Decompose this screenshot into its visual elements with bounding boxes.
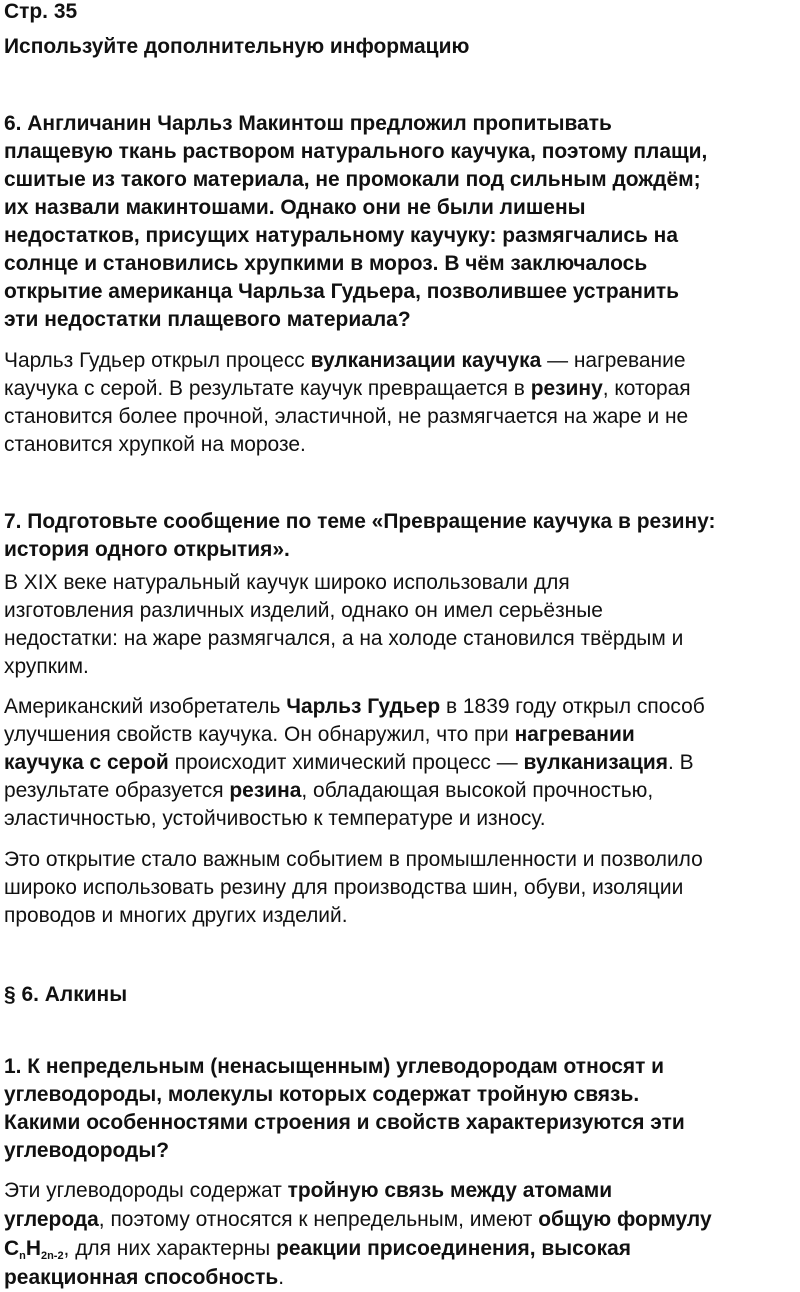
text-line	[4, 306, 798, 334]
text-run: открытие американца Чарльза Гудьера, позволившее устранить	[4, 280, 679, 303]
question-1	[4, 1053, 800, 1165]
bold-text: резину	[530, 377, 603, 400]
text-run: каучука с серой. В результате каучук превращается в	[4, 377, 531, 400]
text-line	[4, 1234, 798, 1263]
text-run: история одного открытия».	[4, 538, 290, 561]
text-run: изготовления различных изделий, однако он имел серьёзные	[4, 599, 603, 622]
text-run: § 6. Алкины	[4, 983, 128, 1006]
text-run: становится более прочной, эластичной, не размягчается на жаре и не	[4, 405, 689, 428]
text-run: углеводороды, молекулы которых содержат тройную связь.	[4, 1083, 640, 1106]
text-run: 6. Англичанин Чарльз Макинтош предложил пропитывать	[4, 112, 612, 135]
bold-text: нагревании	[514, 723, 635, 746]
text-run: солнце и становились хрупкими в мороз. В чём заключалось	[4, 252, 648, 275]
text-run: их назвали макинтошами. Однако они не были лишены	[4, 196, 586, 219]
text-run: , поэтому относятся к непредельным, имеют	[98, 1208, 539, 1231]
text-line	[4, 721, 798, 749]
text-line	[4, 693, 798, 721]
question-6	[4, 110, 800, 334]
section-heading	[4, 981, 800, 1009]
text-run: Какими особенностями строения и свойств характеризуются эти	[4, 1111, 685, 1134]
text-run: В XIX веке натуральный каучук широко использовали для	[4, 571, 570, 594]
text-run: недостатков, присущих натуральному каучуку: размягчались на	[4, 224, 678, 247]
bold-text: реакции присоединения, высокая	[276, 1237, 631, 1260]
bold-text: каучука с серой	[4, 751, 169, 774]
text-run: результате образуется	[4, 779, 230, 802]
text-run: эти недостатки плащевого материала?	[4, 308, 411, 331]
text-line	[4, 981, 798, 1009]
text-run: углеводороды?	[4, 1139, 170, 1162]
text-run: становится хрупкой на морозе.	[4, 433, 306, 456]
text-run: проводов и многих других изделий.	[4, 904, 348, 927]
bold-text: вулканизация	[523, 751, 668, 774]
text-line	[4, 1176, 798, 1205]
text-run: недостатки: на жаре размягчался, а на холоде становился твёрдым и	[4, 627, 684, 650]
bold-text: углерода	[4, 1208, 99, 1231]
text-line	[4, 777, 798, 805]
bold-text: 2n-2	[40, 1250, 64, 1262]
text-run: происходит химический процесс —	[168, 751, 524, 774]
page-label: Стр. 35	[4, 0, 78, 23]
text-run: улучшения свойств каучука. Он обнаружил, что при	[4, 723, 515, 746]
text-line	[4, 431, 798, 459]
text-run: , которая	[602, 377, 691, 400]
bold-text: C	[4, 1237, 20, 1260]
text-line	[4, 403, 798, 431]
bold-text: реакционная способность	[4, 1266, 279, 1289]
text-line	[4, 110, 798, 138]
text-line	[4, 194, 798, 222]
answer-1	[4, 1176, 800, 1292]
text-line	[4, 569, 798, 597]
section-intro: Используйте дополнительную информацию	[4, 35, 470, 58]
text-line	[4, 653, 798, 681]
text-run: 7. Подготовьте сообщение по теме «Превращение каучука в резину:	[4, 510, 716, 533]
answer-7-paragraph-1	[4, 569, 800, 681]
bold-text: общую формулу	[538, 1208, 712, 1231]
text-line	[4, 1109, 798, 1137]
bold-text: H	[25, 1237, 41, 1260]
text-run: Эти углеводороды содержат	[4, 1179, 288, 1202]
text-run: Чарльз Гудьер открыл процесс	[4, 349, 311, 372]
text-run: хрупким.	[4, 655, 89, 678]
text-line	[4, 1081, 798, 1109]
text-run: в 1839 году открыл способ	[440, 695, 705, 718]
bold-text: резина	[229, 779, 302, 802]
text-line	[4, 166, 798, 194]
text-run: плащевую ткань раствором натурального каучука, поэтому плащи,	[4, 140, 708, 163]
text-line	[4, 902, 798, 930]
bold-text: Чарльз Гудьер	[286, 695, 441, 718]
text-line	[4, 250, 798, 278]
text-line	[4, 138, 798, 166]
text-run: . В	[667, 751, 694, 774]
text-run: — нагревание	[541, 349, 686, 372]
text-run: 1. К непредельным (ненасыщенным) углеводородам относят и	[4, 1055, 665, 1078]
text-line	[4, 749, 798, 777]
text-run: Американский изобретатель	[4, 695, 287, 718]
answer-6	[4, 347, 800, 459]
text-line	[4, 1263, 798, 1292]
text-run: , обладающая высокой прочностью,	[301, 779, 654, 802]
text-line	[4, 1137, 798, 1165]
answer-7-paragraph-2	[4, 693, 800, 833]
text-line	[4, 1205, 798, 1234]
text-line	[4, 508, 798, 536]
text-line	[4, 625, 798, 653]
text-run: сшитые из такого материала, не промокали под сильным дождём;	[4, 168, 701, 191]
text-line	[4, 375, 798, 403]
text-line	[4, 222, 798, 250]
text-line	[4, 597, 798, 625]
text-run: Это открытие стало важным событием в промышленности и позволило	[4, 848, 703, 871]
bold-text: n	[19, 1250, 26, 1262]
text-line	[4, 347, 798, 375]
text-line	[4, 805, 798, 833]
question-7	[4, 508, 800, 564]
text-line	[4, 278, 798, 306]
answer-7-paragraph-3	[4, 846, 800, 930]
bold-text: вулканизации каучука	[310, 349, 542, 372]
text-line	[4, 1053, 798, 1081]
text-line	[4, 874, 798, 902]
bold-text: тройную связь между атомами	[287, 1179, 613, 1202]
text-run: , для них характерны	[63, 1237, 277, 1260]
text-run: эластичностью, устойчивостью к температуре и износу.	[4, 807, 546, 830]
text-run: широко использовать резину для производства шин, обуви, изоляции	[4, 876, 684, 899]
text-line	[4, 846, 798, 874]
text-line	[4, 536, 798, 564]
text-run: .	[278, 1266, 285, 1289]
